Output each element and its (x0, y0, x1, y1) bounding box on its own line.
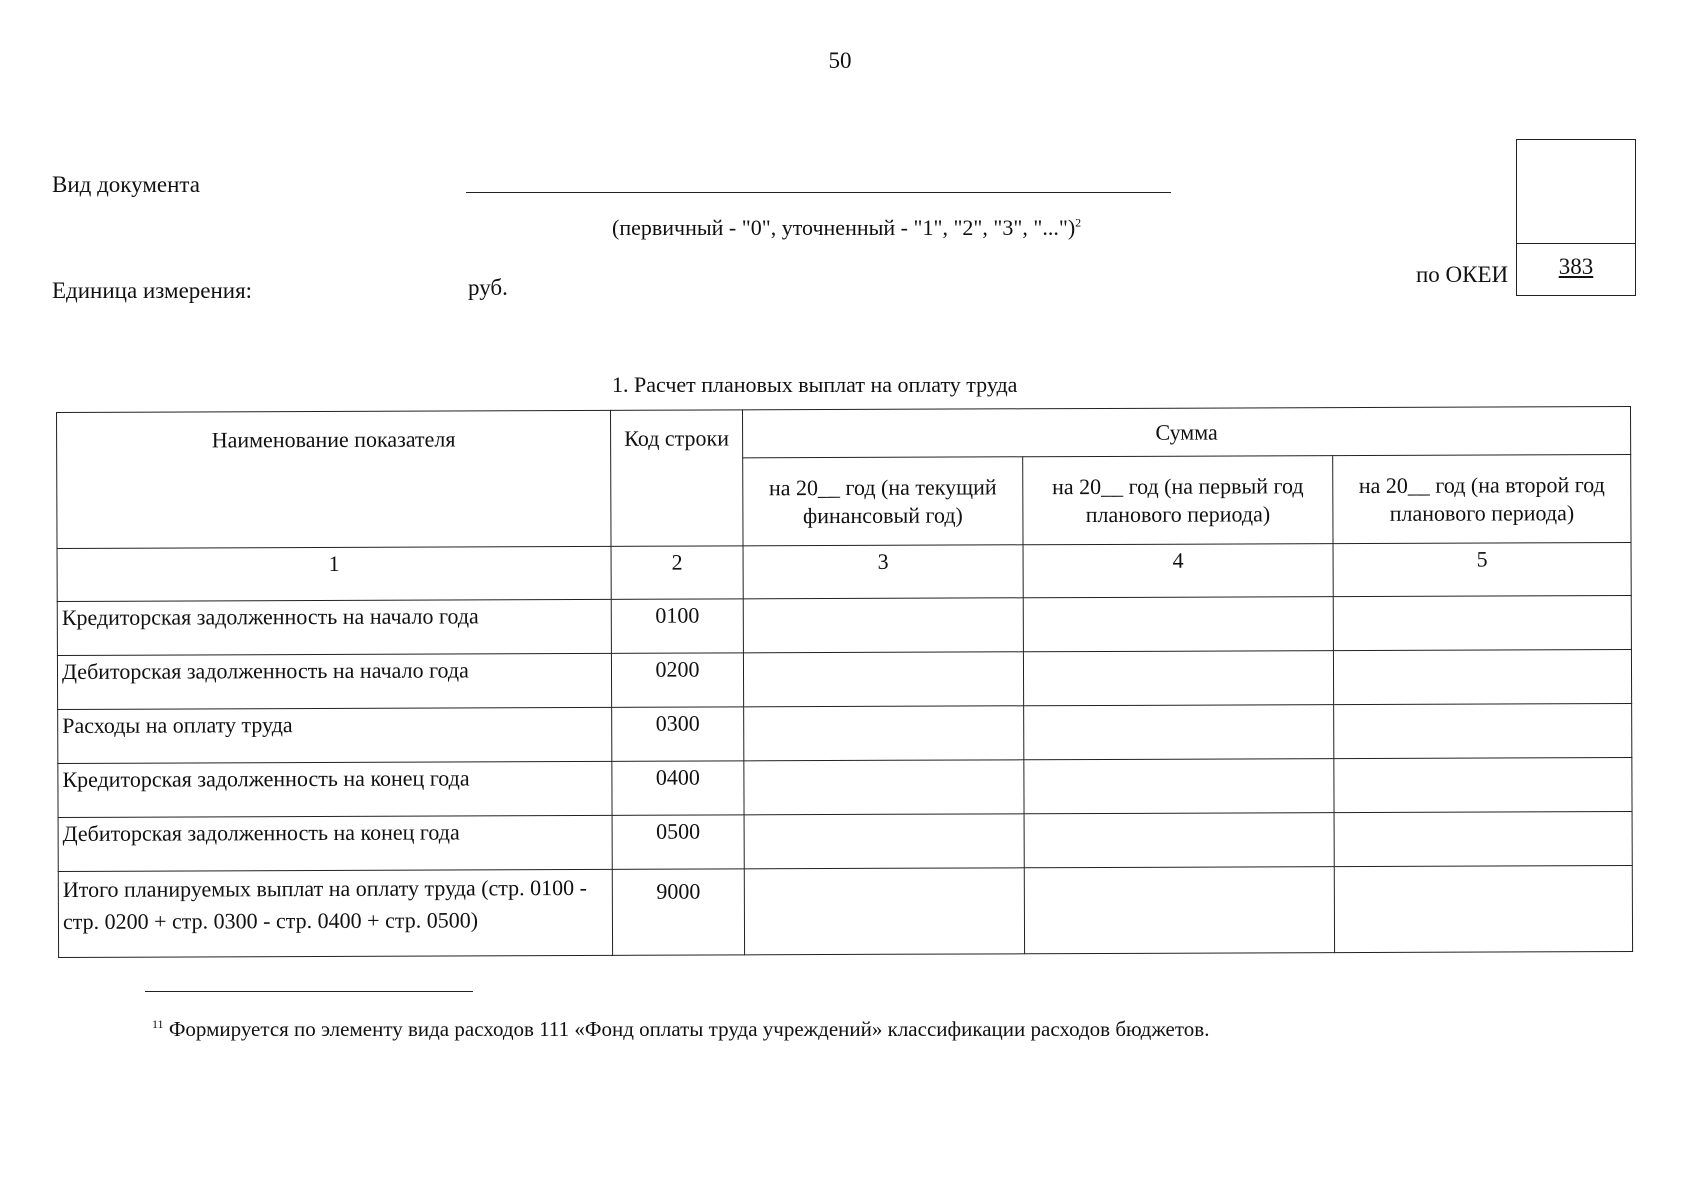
okei-code-cell (1517, 244, 1635, 294)
footnote-divider (145, 991, 473, 992)
row-name: Расходы на оплату труда (58, 707, 612, 763)
unit-label: Единица измерения: (52, 278, 253, 303)
doc-type-hint (612, 215, 1081, 241)
value-cell[interactable] (1334, 703, 1632, 758)
col-number: 4 (1023, 544, 1333, 598)
row-code: 0100 (611, 599, 743, 654)
doc-type-line (466, 192, 1171, 193)
row-code: 0500 (612, 815, 744, 870)
value-cell[interactable] (744, 814, 1024, 869)
doc-type-hint-text: (первичный - "0", уточненный - "1", "2", "3", "...") (612, 215, 1076, 240)
value-cell[interactable] (744, 760, 1024, 815)
header-code: Код строки (610, 410, 743, 547)
table-row (57, 595, 1631, 655)
col-number: 2 (611, 546, 743, 600)
col-number: 5 (1333, 542, 1631, 596)
row-name: Дебиторская задолженность на начало года (57, 653, 611, 709)
value-cell[interactable] (1024, 813, 1334, 868)
value-cell[interactable] (1023, 651, 1333, 706)
footnote-marker: 11 (152, 1017, 164, 1031)
row-code: 9000 (612, 869, 744, 956)
col-number: 1 (57, 546, 611, 601)
row-name: Кредиторская задолженность на конец года (58, 761, 612, 817)
col-number: 3 (743, 545, 1023, 599)
header-sum: Сумма (742, 406, 1630, 457)
footnote-text: Формируется по элементу вида расходов 111 «Фонд оплаты труда учреждений» классификации расходов бюджетов. (168, 1017, 1210, 1041)
header-col4: на 20__ год (на первый год планового периода) (1023, 456, 1333, 545)
table-row (58, 703, 1632, 763)
value-cell[interactable] (1024, 705, 1334, 760)
value-cell[interactable] (1334, 865, 1632, 952)
okei-label: по ОКЕИ (1416, 262, 1509, 287)
footnote (152, 1017, 1209, 1042)
value-cell[interactable] (1023, 597, 1333, 652)
row-code: 0300 (612, 707, 744, 762)
value-cell[interactable] (1333, 649, 1631, 704)
row-name: Кредиторская задолженность на начало года (57, 599, 611, 655)
header-col3: на 20__ год (на текущий финансовый год) (743, 457, 1023, 546)
doc-type-label: Вид документа (52, 172, 200, 197)
payroll-table (56, 406, 1633, 958)
code-box (1516, 139, 1636, 296)
unit-value: руб. (468, 275, 508, 300)
table-caption: 1. Расчет плановых выплат на оплату труда (612, 372, 1018, 397)
value-cell[interactable] (744, 706, 1024, 761)
row-code: 0400 (612, 761, 744, 816)
row-code: 0200 (611, 653, 743, 708)
header-col5: на 20__ год (на второй год планового периода) (1333, 454, 1631, 543)
header-name: Наименование показателя (57, 410, 612, 548)
value-cell[interactable] (1334, 757, 1632, 812)
table-row-total (58, 865, 1632, 957)
value-cell[interactable] (1334, 811, 1632, 866)
value-cell[interactable] (743, 652, 1023, 707)
row-name: Итого планируемых выплат на оплату труда (стр. 0100 - стр. 0200 + стр. 0300 - стр. 0400 + стр. 0500) (58, 869, 612, 957)
value-cell[interactable] (1024, 867, 1334, 954)
row-name: Дебиторская задолженность на конец года (58, 815, 612, 871)
table-row (58, 811, 1632, 871)
table-row (57, 649, 1631, 709)
doc-type-hint-note: 2 (1075, 215, 1082, 230)
value-cell[interactable] (1333, 595, 1631, 650)
value-cell[interactable] (744, 868, 1024, 955)
value-cell[interactable] (1024, 759, 1334, 814)
doc-type-code-cell (1517, 140, 1635, 244)
value-cell[interactable] (743, 598, 1023, 653)
table-row (58, 757, 1632, 817)
page-number: 50 (828, 48, 852, 73)
okei-code: 383 (1558, 254, 1594, 279)
